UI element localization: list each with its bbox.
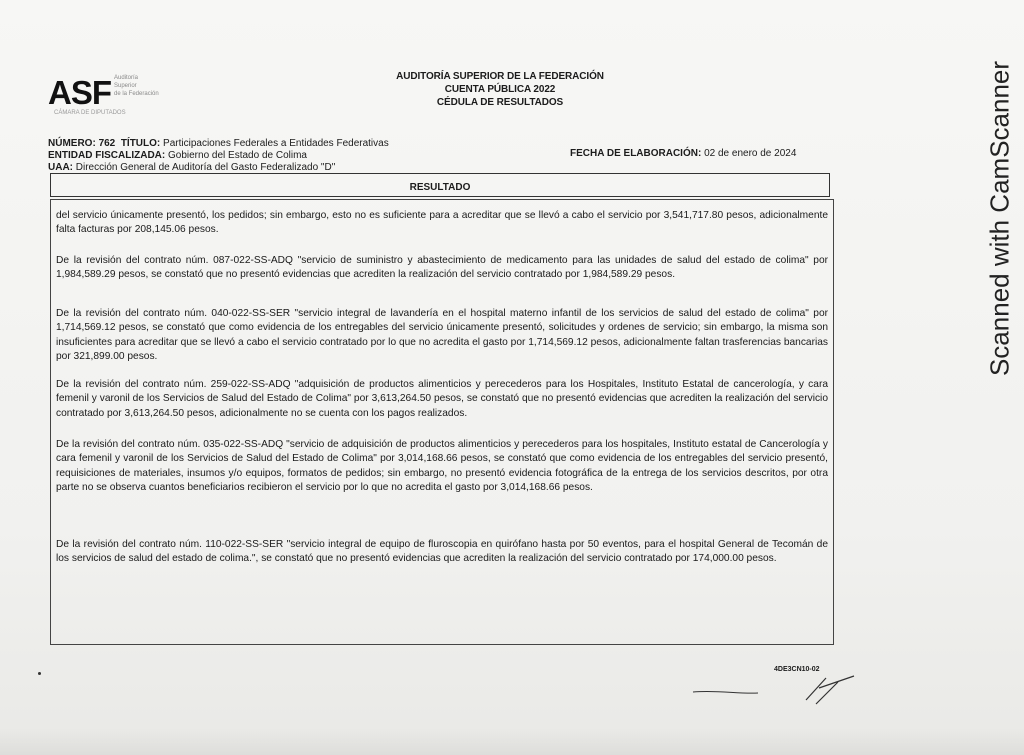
scan-edge-shadow <box>0 728 1024 755</box>
result-paragraph: De la revisión del contrato núm. 087-022-SS-ADQ "servicio de suministro y abastecimiento de medicamento para las unidades de salud del estado de colima" por 1,984,589.29 pesos, se constató que no presentó evidencias que acrediten la realización del servicio contratado por 1,984,589.29 pesos. <box>56 255 828 281</box>
header-line-1: AUDITORÍA SUPERIOR DE LA FEDERACIÓN <box>396 71 604 82</box>
titulo-value: Participaciones Federales a Entidades Federativas <box>163 138 389 149</box>
uaa-label: UAA: <box>48 162 73 173</box>
audit-metadata <box>48 138 389 174</box>
logo-subtitle <box>114 74 184 98</box>
numero-label: NÚMERO: <box>48 138 96 149</box>
entidad-line <box>48 150 389 162</box>
result-paragraph: De la revisión del contrato núm. 035-022-SS-ADQ "servicio de adquisición de productos alimenticios y perecederos para los hospitales, Instituto estatal de Cancerología y cara femenil y varonil de los Servicios de Salud del Estado de Colima" por 3,014,168.66 pesos, se constató que como evidencia de los entregables del servicio presentó, requisiciones de materiales, insumos y/o equipos, formatos de pedidos; sin embargo, no presentó evidencia fotográfica de la entrega de los servicios descritos, por otra parte no se observa cuantos beneficiarios recibieron el servicio por lo que no acredita el gasto por 3,014,168.66 pesos. <box>56 439 828 493</box>
titulo-label: TÍTULO: <box>120 138 161 149</box>
logo-sub-line: Superior <box>114 83 137 89</box>
asf-logo <box>48 70 188 130</box>
fecha-label: FECHA DE ELABORACIÓN: <box>570 148 702 159</box>
document-code: 4DE3CN10-02 <box>774 666 820 673</box>
uaa-value: Dirección General de Auditoría del Gasto Federalizado "D" <box>75 162 336 173</box>
numero-titulo-line <box>48 138 389 150</box>
entidad-value: Gobierno del Estado de Colima <box>168 150 307 161</box>
logo-sub-line: de la Federación <box>114 91 159 97</box>
result-title: RESULTADO <box>409 182 471 193</box>
header-line-2: CUENTA PÚBLICA 2022 <box>444 84 556 95</box>
result-paragraph: De la revisión del contrato núm. 259-022-SS-ADQ "adquisición de productos alimenticios y perecederos para los Hospitales, Instituto Estatal de cancerología, y cara femenil y varonil de los Servicios de Salud del Estado de Colima" por 3,613,264.50 pesos, se constató que no presentó evidencias que acrediten la realización del servicio contratado por 3,613,264.50 pesos, adicionalmente no se cuenta con los pagos realizados. <box>56 379 828 419</box>
watermark-text: Scanned with CamScanner <box>984 60 1015 377</box>
result-paragraph: del servicio únicamente presentó, los pedidos; sin embargo, esto no es suficiente para a acreditar que se llevó a cabo el servicio por 3,541,717.80 pesos, adicionalmente falta facturas por 208,145.06 pesos. <box>56 210 828 236</box>
fecha-value: 02 de enero de 2024 <box>704 148 797 159</box>
page-dot <box>38 672 41 675</box>
document-header <box>330 70 670 109</box>
logo-sub-line: Auditoría <box>114 75 139 81</box>
logo-mark: ASF <box>48 74 111 111</box>
logo-tagline: CÁMARA DE DIPUTADOS <box>54 110 126 116</box>
result-paragraph: De la revisión del contrato núm. 110-022-SS-SER "servicio integral de equipo de fluroscopia en quirófano hasta por 50 eventos, para el hospital General de Tecomán de los servicios de salud del estado de colima.", se constató que no presentó evidencias que acrediten la realización del servicio contratado por 174,000.00 pesos. <box>56 539 828 565</box>
header-line-3: CÉDULA DE RESULTADOS <box>436 97 564 108</box>
fecha-elaboracion <box>570 148 796 159</box>
signature-mark <box>688 670 868 720</box>
numero-value: 762 <box>98 138 116 149</box>
entidad-label: ENTIDAD FISCALIZADA: <box>48 150 166 161</box>
result-paragraph: De la revisión del contrato núm. 040-022-SS-SER "servicio integral de lavandería en el hospital materno infantil de los servicios de salud del estado de colima" por 1,714,569.12 pesos, se constató que como evidencia de los entregables del servicio únicamente presentó, solicitudes y ordenes de servicio; sin embargo, la misma son insuficientes para acreditar que se llevó a cabo el servicio contratado por lo que no acredita el gasto por 1,714,569.12 pesos, adicionalmente faltan trasferencias bancarias por 321,899.00 pesos. <box>56 308 828 362</box>
